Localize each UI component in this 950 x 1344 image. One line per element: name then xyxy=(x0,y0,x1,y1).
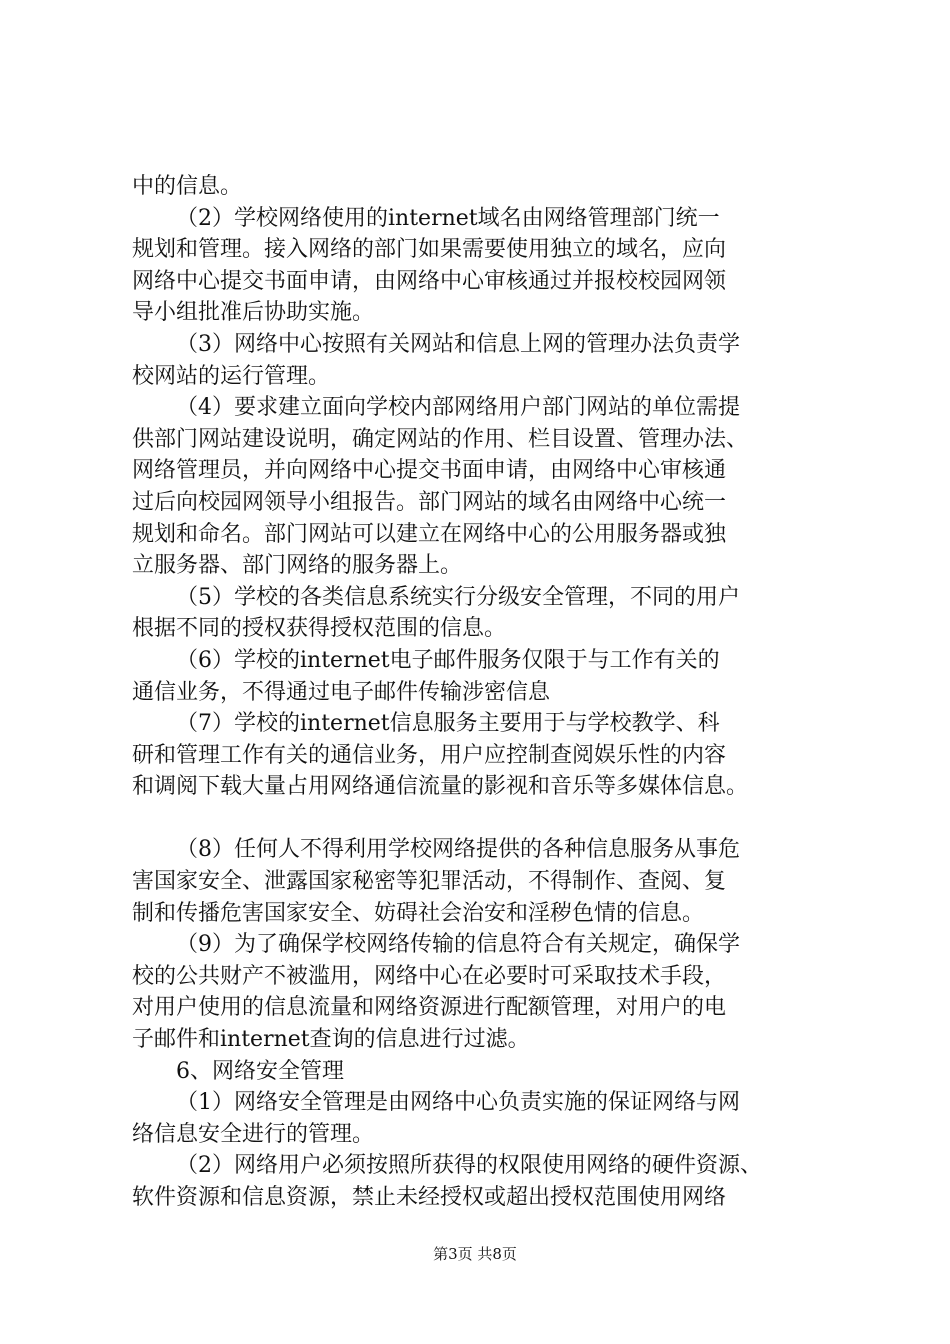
text-line: 害国家安全、泄露国家秘密等犯罪活动，不得制作、查阅、复 xyxy=(132,869,727,895)
text-line: 网络中心提交书面申请，由网络中心审核通过并报校校园网领 xyxy=(132,268,727,294)
text-line: （2）学校网络使用的internet域名由网络管理部门统一 xyxy=(176,205,720,231)
text-line: （2）网络用户必须按照所获得的权限使用网络的硬件资源、 xyxy=(176,1153,762,1179)
text-line: （3）网络中心按照有关网站和信息上网的管理办法负责学 xyxy=(176,331,740,357)
text-line: （4）要求建立面向学校内部网络用户部门网站的单位需提 xyxy=(176,395,740,421)
text-line: 规划和管理。接入网络的部门如果需要使用独立的域名，应向 xyxy=(132,237,727,263)
text-line: 6、网络安全管理 xyxy=(176,1058,344,1084)
document-body xyxy=(132,171,832,1214)
text-line: （1）网络安全管理是由网络中心负责实施的保证网络与网 xyxy=(176,1090,740,1116)
text-line: 网络管理员，并向网络中心提交书面申请，由网络中心审核通 xyxy=(132,458,727,484)
text-line: 和调阅下载大量占用网络通信流量的影视和音乐等多媒体信息。 xyxy=(132,774,749,800)
text-line: 根据不同的授权获得授权范围的信息。 xyxy=(132,616,507,642)
text-line: 校网站的运行管理。 xyxy=(132,363,331,389)
text-line: 规划和命名。部门网站可以建立在网络中心的公用服务器或独 xyxy=(132,521,727,547)
text-line: （5）学校的各类信息系统实行分级安全管理，不同的用户 xyxy=(176,584,740,610)
text-line: （8）任何人不得利用学校网络提供的各种信息服务从事危 xyxy=(176,837,740,863)
text-line: 络信息安全进行的管理。 xyxy=(132,1121,375,1147)
text-line: 研和管理工作有关的通信业务，用户应控制查阅娱乐性的内容 xyxy=(132,742,727,768)
text-line: 制和传播危害国家安全、妨碍社会治安和淫秽色情的信息。 xyxy=(132,900,705,926)
text-line: （7）学校的internet信息服务主要用于与学校教学、科 xyxy=(176,711,720,737)
text-line: 软件资源和信息资源，禁止未经授权或超出授权范围使用网络 xyxy=(132,1185,727,1210)
text-line: 供部门网站建设说明，确定网站的作用、栏目设置、管理办法、 xyxy=(132,426,749,452)
text-line: 过后向校园网领导小组报告。部门网站的域名由网络中心统一 xyxy=(132,489,727,515)
text-line: 对用户使用的信息流量和网络资源进行配额管理，对用户的电 xyxy=(132,995,727,1021)
text-line: （9）为了确保学校网络传输的信息符合有关规定，确保学 xyxy=(176,932,740,958)
page-footer: 第3页 共8页 xyxy=(433,1245,517,1263)
blank-line xyxy=(132,803,832,835)
text-line: 立服务器、部门网络的服务器上。 xyxy=(132,553,463,579)
text-line: 中的信息。 xyxy=(132,174,243,199)
text-line: 导小组批准后协助实施。 xyxy=(132,300,375,326)
text-line: 通信业务，不得通过电子邮件传输涉密信息 xyxy=(132,679,551,705)
text-line: 校的公共财产不被滥用，网络中心在必要时可采取技术手段， xyxy=(132,963,727,989)
text-line: 子邮件和internet查询的信息进行过滤。 xyxy=(132,1027,530,1053)
text-line: （6）学校的internet电子邮件服务仅限于与工作有关的 xyxy=(176,647,720,673)
